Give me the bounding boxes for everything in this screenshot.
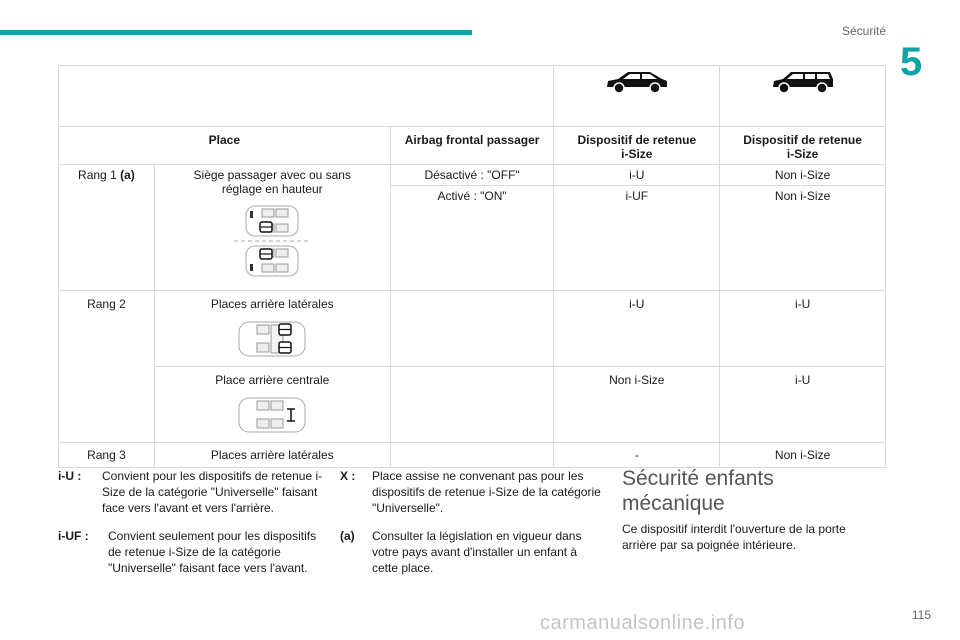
rank-2-cell: Rang 2 — [59, 291, 155, 443]
table-row — [59, 367, 886, 443]
chapter-color-bar — [0, 30, 472, 35]
suv-5-seat-cell — [554, 66, 720, 127]
airbag-on-cell: Activé : "ON" — [390, 186, 554, 291]
suv-7-seat-cell — [720, 66, 886, 127]
place-cell: Places arrière latérales — [154, 443, 390, 468]
definition-term: i-UF : — [58, 529, 89, 543]
rank-3-cell: Rang 3 — [59, 443, 155, 468]
value-cell: i-U — [720, 291, 886, 367]
header-place: Place — [59, 127, 391, 165]
empty-header-cell — [59, 66, 554, 127]
empty-airbag-cell — [390, 367, 554, 443]
definition-term: X : — [340, 469, 356, 483]
rear-center-seat-diagram-icon — [237, 395, 307, 435]
value-cell: Non i-Size — [720, 165, 886, 186]
value-cell: Non i-Size — [720, 443, 886, 468]
definition-iuf — [58, 528, 328, 576]
definitions-right — [340, 468, 604, 588]
table-row — [59, 165, 886, 186]
definition-x — [340, 468, 604, 516]
value-cell: Non i-Size — [554, 367, 720, 443]
place-cell — [154, 367, 390, 443]
value-cell: i-U — [554, 291, 720, 367]
definition-text: Place assise ne convenant pas pour les dispositifs de retenue i-Size de la catégorie "Universelle". — [372, 469, 601, 515]
definition-a — [340, 528, 604, 576]
header-isize-1: Dispositif de retenue i-Size — [554, 127, 720, 165]
watermark: carmanualsonline.info — [540, 612, 746, 634]
definition-iu — [58, 468, 328, 516]
value-cell: i-UF — [554, 186, 720, 291]
value-cell: - — [554, 443, 720, 468]
rear-outer-seats-diagram-icon — [237, 319, 307, 359]
table-row — [59, 291, 886, 367]
child-safety-body: Ce dispositif interdit l'ouverture de la porte arrière par sa poignée intérieure. — [622, 522, 846, 552]
header-isize-2: Dispositif de retenue i-Size — [720, 127, 886, 165]
definition-text: Convient seulement pour les dispositifs de retenue i-Size de la catégorie "Universelle" faisant face vers l'avant. — [108, 529, 317, 575]
definition-text: Consulter la législation en vigueur dans votre pays avant d'installer un enfant à cette place. — [372, 529, 582, 575]
place-label: Place arrière centrale — [215, 373, 330, 387]
column-headers-row — [59, 127, 886, 165]
place-label: Siège passager avec ou sans réglage en hauteur — [193, 168, 351, 196]
suv-car-icon — [604, 69, 670, 95]
place-label: Places arrière latérales — [210, 297, 334, 311]
chapter-number: 5 — [900, 40, 923, 84]
empty-airbag-cell — [390, 291, 554, 367]
child-safety-title: Sécurité enfants mécanique — [622, 467, 774, 515]
section-title: Sécurité — [841, 24, 886, 38]
definition-text: Convient pour les dispositifs de retenue i-Size de la catégorie "Universelle" faisant face vers l'avant et vers l'arrière. — [102, 469, 323, 515]
definitions-left — [58, 468, 328, 588]
isize-seat-table — [58, 65, 886, 468]
page-number: 115 — [911, 608, 931, 622]
car-icons-row — [59, 66, 886, 127]
rank-1-cell — [59, 165, 155, 291]
definition-term: (a) — [340, 529, 355, 543]
front-passenger-seat-diagram-icon — [232, 204, 312, 278]
suv-7-seat-car-icon — [770, 69, 836, 95]
airbag-off-cell: Désactivé : "OFF" — [390, 165, 554, 186]
place-cell — [154, 165, 390, 291]
rank-label: Rang 1 — [78, 168, 117, 182]
table-row — [59, 443, 886, 468]
rank-note: (a) — [120, 168, 135, 182]
place-cell — [154, 291, 390, 367]
empty-airbag-cell — [390, 443, 554, 468]
value-cell: i-U — [720, 367, 886, 443]
definition-term: i-U : — [58, 469, 82, 483]
value-cell: i-U — [554, 165, 720, 186]
header-airbag: Airbag frontal passager — [390, 127, 554, 165]
value-cell: Non i-Size — [720, 186, 886, 291]
